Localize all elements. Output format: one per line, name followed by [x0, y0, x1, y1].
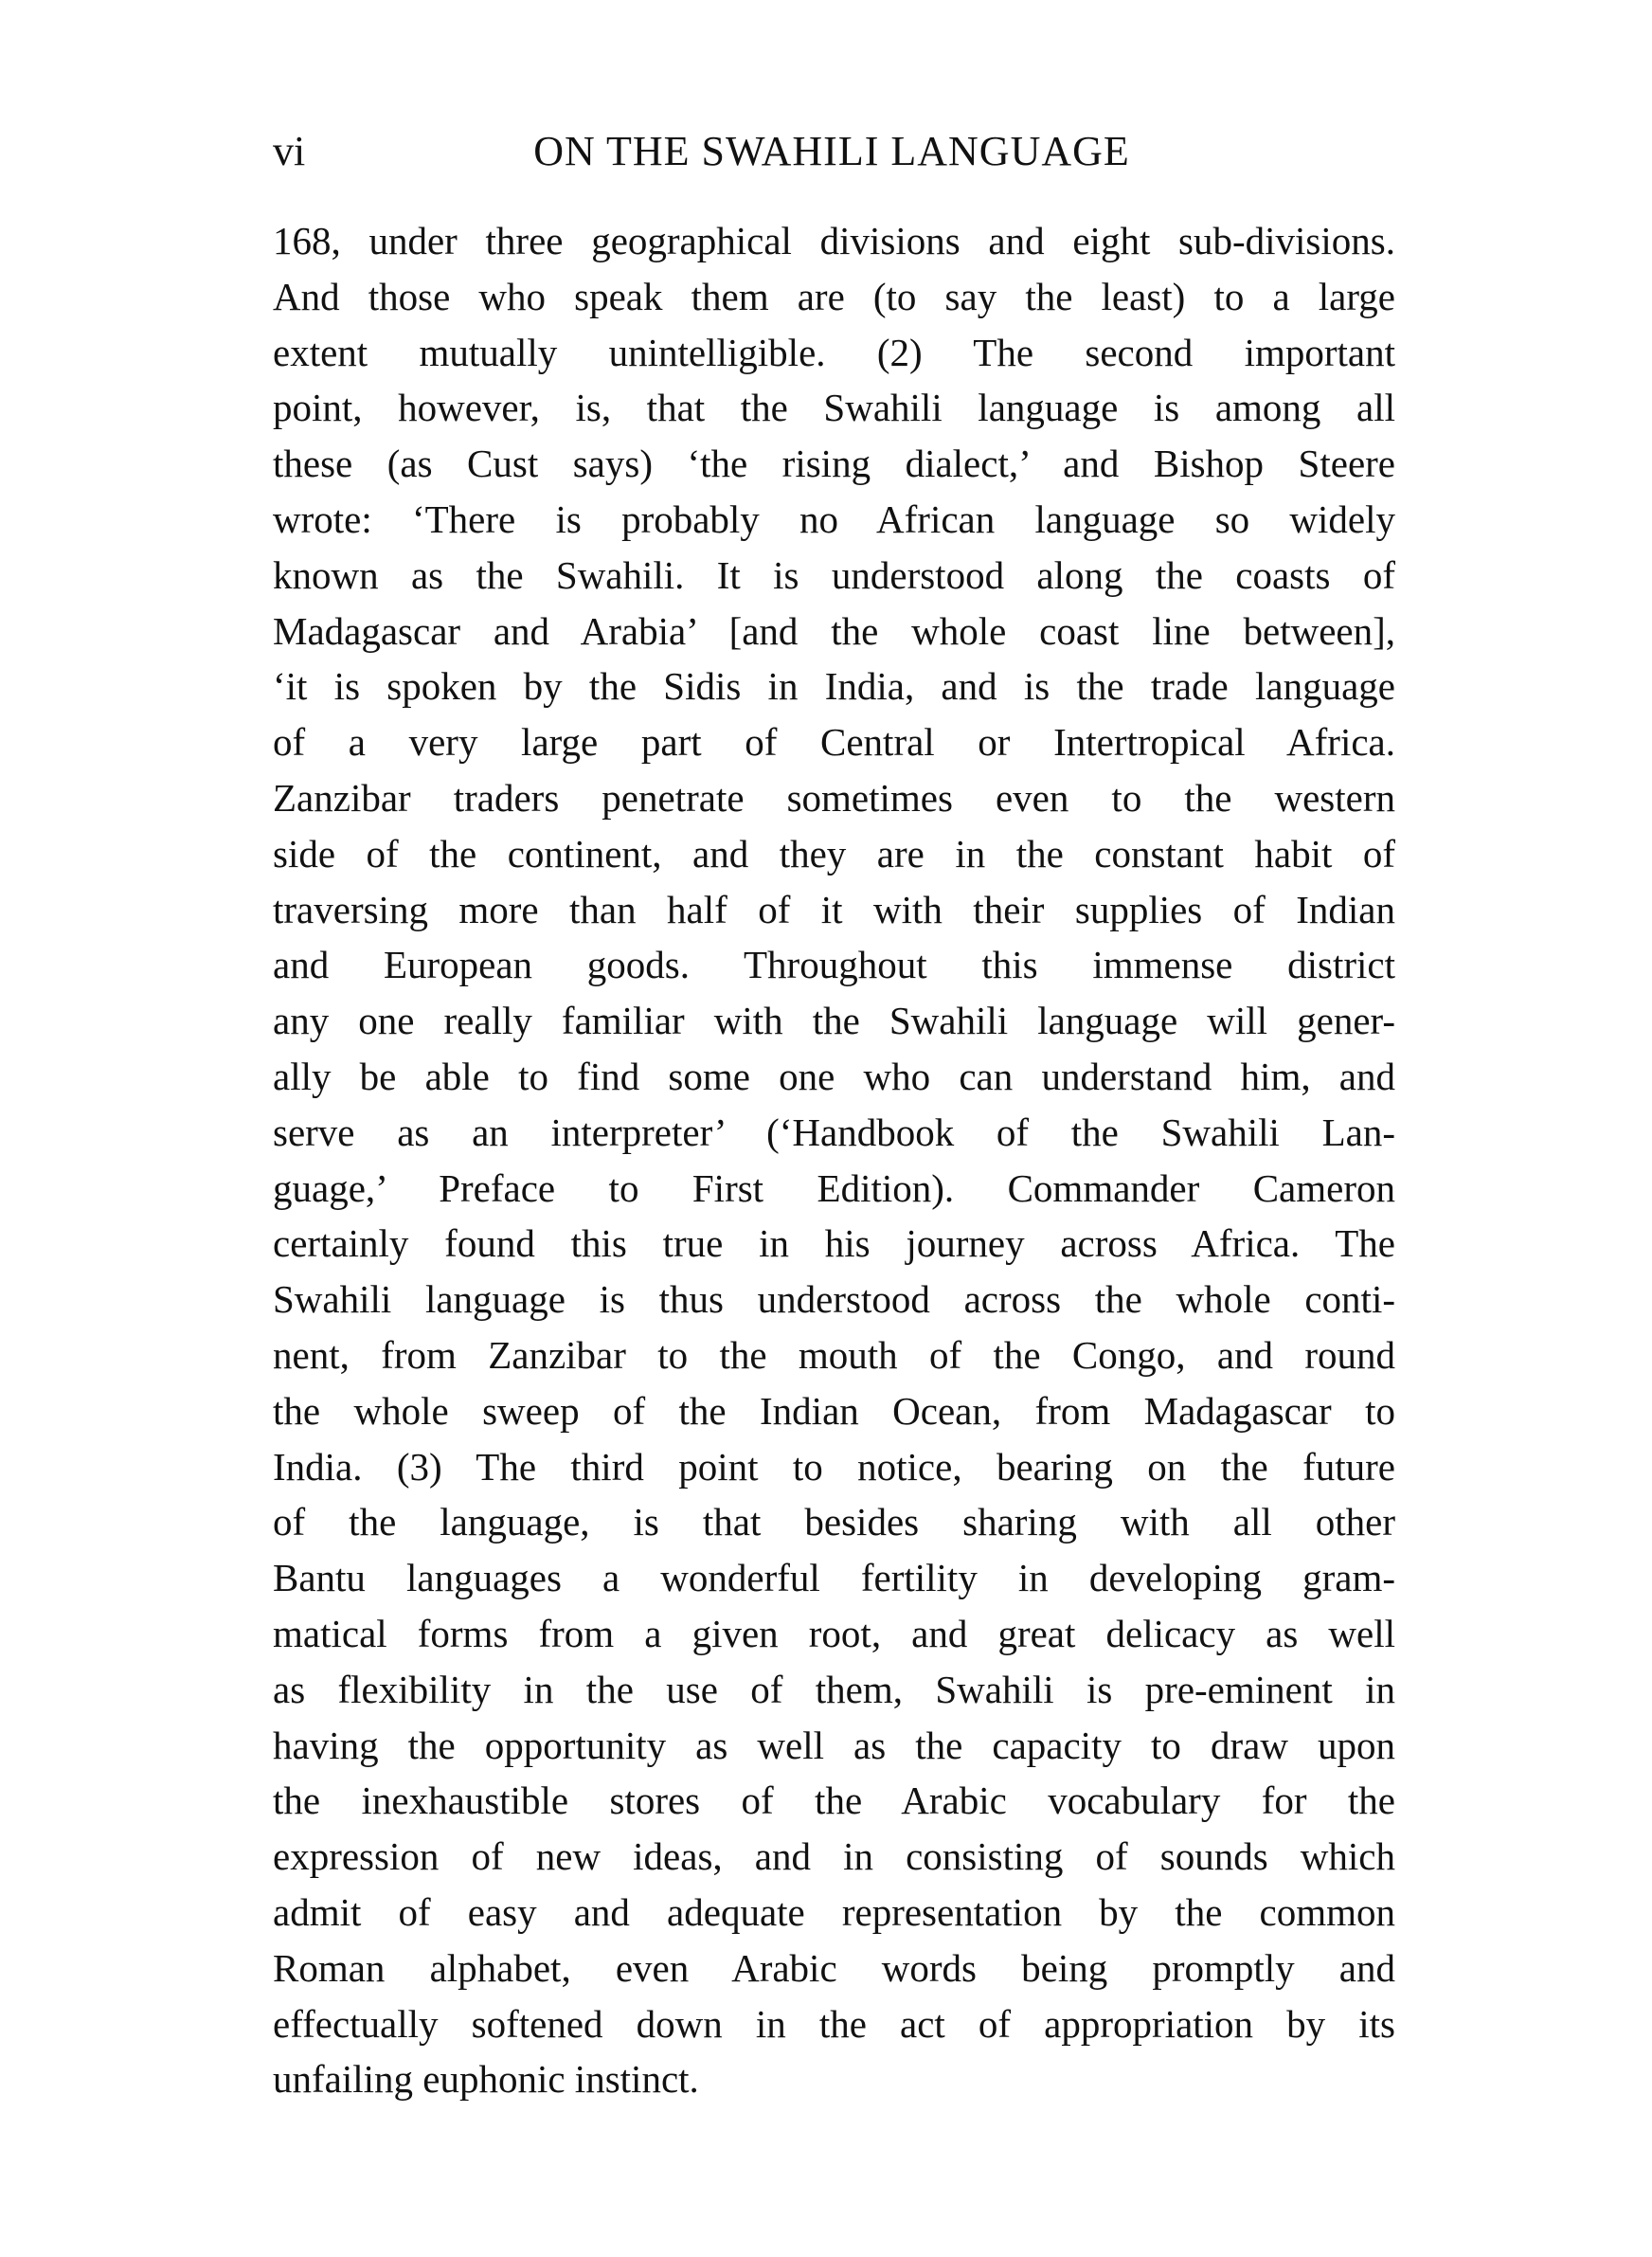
text-line: certainly found this true in his journey across Africa. The [273, 1221, 1395, 1266]
text-line: effectually softened down in the act of appropriation by its [273, 2001, 1395, 2046]
text-line: Bantu languages a wonderful fertility in developing gram- [273, 1556, 1395, 1600]
text-line: known as the Swahili. It is understood along the coasts of [273, 552, 1395, 597]
text-line: side of the continent, and they are in the constant habit of [273, 831, 1395, 876]
text-line: the inexhaustible stores of the Arabic vocabulary for the [273, 1779, 1395, 1823]
text-line: point, however, is, that the Swahili language is among all [273, 386, 1395, 430]
text-line: and European goods. Throughout this immense district [273, 943, 1395, 987]
text-line: matical forms from a given root, and great delicacy as well [273, 1611, 1395, 1655]
text-line: these (as Cust says) ‘the rising dialect,’ and Bishop Steere [273, 442, 1395, 486]
text-line: of a very large part of Central or Intertropical Africa. [273, 720, 1395, 765]
text-line: unfailing euphonic instinct. [273, 2057, 699, 2102]
text-line: guage,’ Preface to First Edition). Commander Cameron [273, 1165, 1395, 1210]
text-line: Zanzibar traders penetrate sometimes even to the western [273, 775, 1395, 820]
running-title: ON THE SWAHILI LANGUAGE [533, 128, 1130, 174]
text-line: admit of easy and adequate representation by the common [273, 1889, 1395, 1934]
text-line: as flexibility in the use of them, Swahili is pre-eminent in [273, 1667, 1395, 1711]
page-header [273, 121, 1391, 182]
text-line: ally be able to find some one who can understand him, and [273, 1054, 1395, 1098]
text-line: India. (3) The third point to notice, bearing on the future [273, 1444, 1395, 1489]
text-line: Roman alphabet, even Arabic words being promptly and [273, 1945, 1395, 1990]
text-line: traversing more than half of it with their supplies of Indian [273, 887, 1395, 931]
text-line: Swahili language is thus understood across the whole conti- [273, 1277, 1395, 1322]
page-number: vi [273, 128, 306, 174]
text-line: wrote: ‘There is probably no African language so widely [273, 497, 1395, 541]
text-line: expression of new ideas, and in consisting of sounds which [273, 1834, 1395, 1879]
body-text [273, 213, 1395, 2107]
text-line: extent mutually unintelligible. (2) The second important [273, 330, 1395, 374]
text-line: ‘it is spoken by the Sidis in India, and is the trade language [273, 664, 1395, 709]
text-line: And those who speak them are (to say the least) to a large [273, 274, 1395, 318]
text-line: serve as an interpreter’ (‘Handbook of the Swahili Lan- [273, 1110, 1395, 1154]
text-line: 168, under three geographical divisions and eight sub-divisions. [273, 219, 1395, 262]
text-line: of the language, is that besides sharing with all other [273, 1500, 1395, 1544]
text-line: the whole sweep of the Indian Ocean, from Madagascar to [273, 1388, 1395, 1433]
text-line: any one really familiar with the Swahili language will gener- [273, 999, 1395, 1043]
text-line: having the opportunity as well as the capacity to draw upon [273, 1723, 1395, 1767]
text-line: Madagascar and Arabia’ [and the whole coast line between], [273, 608, 1395, 653]
text-line: nent, from Zanzibar to the mouth of the Congo, and round [273, 1332, 1395, 1377]
